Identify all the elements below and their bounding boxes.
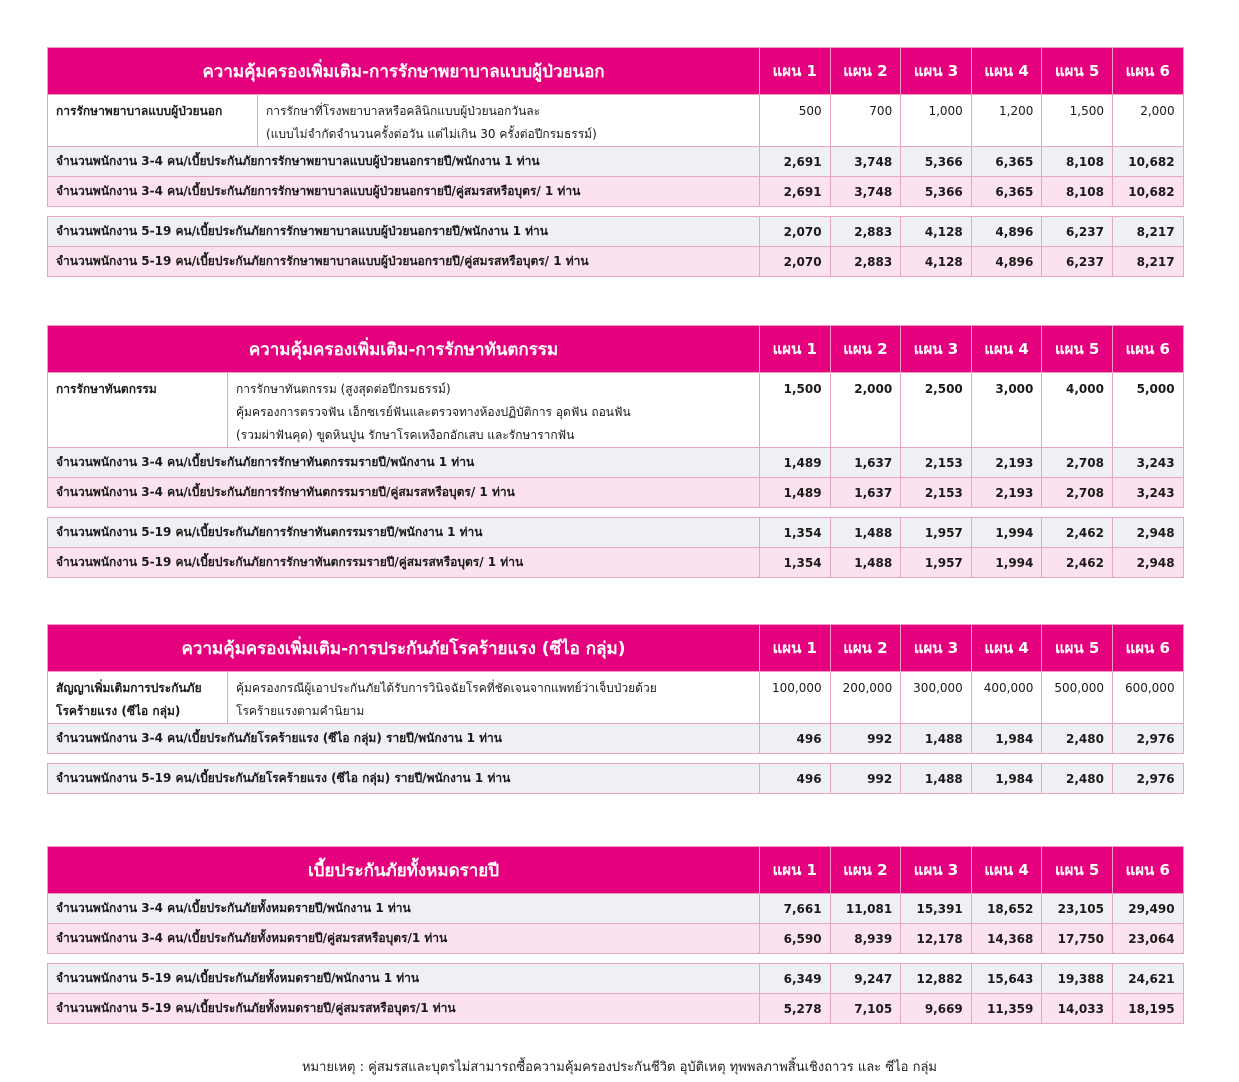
premium-value: 8,939 <box>830 924 901 954</box>
row-label: จำนวนพนักงาน 5-19 คน/เบี้ยประกันภัยทั้งหมดรายปี/พนักงาน 1 ท่าน <box>48 964 760 994</box>
premium-value: 23,105 <box>1042 894 1113 924</box>
premium-value: 17,750 <box>1042 924 1113 954</box>
coverage-amount: 500 <box>760 95 831 147</box>
premium-value: 8,217 <box>1112 217 1183 247</box>
table-row <box>48 894 1184 924</box>
premium-value: 10,682 <box>1112 147 1183 177</box>
row-label: จำนวนพนักงาน 3-4 คน/เบี้ยประกันภัยการรักษาทันตกรรมรายปี/พนักงาน 1 ท่าน <box>48 448 760 478</box>
premium-value: 2,480 <box>1042 764 1113 794</box>
plan-header-3: แผน 3 <box>901 48 972 95</box>
coverage-amount: 200,000 <box>830 672 901 724</box>
row-label: จำนวนพนักงาน 3-4 คน/เบี้ยประกันภัยโรคร้ายแรง (ซีไอ กลุ่ม) รายปี/พนักงาน 1 ท่าน <box>48 724 760 754</box>
table-row <box>48 478 1184 508</box>
table-row <box>48 764 1184 794</box>
premium-value: 6,590 <box>760 924 831 954</box>
row-label: จำนวนพนักงาน 3-4 คน/เบี้ยประกันภัยการรักษาทันตกรรมรายปี/คู่สมรสหรือบุตร/ 1 ท่าน <box>48 478 760 508</box>
group-spacer <box>47 508 1183 517</box>
row-label: จำนวนพนักงาน 5-19 คน/เบี้ยประกันภัยการรักษาพยาบาลแบบผู้ป่วยนอกรายปี/คู่สมรสหรือบุตร/ 1 ท่าน <box>48 247 760 277</box>
coverage-amount: 1,000 <box>901 95 972 147</box>
premium-value: 14,368 <box>971 924 1042 954</box>
premium-value: 2,883 <box>830 217 901 247</box>
premium-value: 1,957 <box>901 518 972 548</box>
row-label: จำนวนพนักงาน 5-19 คน/เบี้ยประกันภัยการรักษาทันตกรรมรายปี/คู่สมรสหรือบุตร/ 1 ท่าน <box>48 548 760 578</box>
premium-value: 18,195 <box>1112 994 1183 1024</box>
group-spacer <box>47 207 1183 216</box>
coverage-description-line: คุ้มครองการตรวจฟัน เอ็กซเรย์ฟันและตรวจทางห้องปฏิบัติการ อุดฟัน ถอนฟัน <box>236 405 631 419</box>
premium-value: 1,488 <box>830 548 901 578</box>
coverage-description-line: โรคร้ายแรงตามคำนิยาม <box>236 704 365 718</box>
premium-value: 1,984 <box>971 764 1042 794</box>
premium-value: 1,488 <box>901 724 972 754</box>
footnote: หมายเหตุ : คู่สมรสและบุตรไม่สามารถซื้อความคุ้มครองประกันชีวิต อุบัติเหตุ ทุพพลภาพสิ้นเชิงถาวร และ ซีไอ กลุ่ม <box>301 1060 937 1075</box>
table-row <box>48 177 1184 207</box>
group-spacer <box>47 754 1183 763</box>
coverage-amount: 2,000 <box>1112 95 1183 147</box>
plan-header-2: แผน 2 <box>830 48 901 95</box>
coverage-description <box>228 373 760 448</box>
group-table <box>47 216 1184 277</box>
premium-value: 1,994 <box>971 548 1042 578</box>
section-2 <box>47 325 1183 578</box>
row-label: จำนวนพนักงาน 3-4 คน/เบี้ยประกันภัยการรักษาพยาบาลแบบผู้ป่วยนอกรายปี/พนักงาน 1 ท่าน <box>48 147 760 177</box>
premium-value: 2,193 <box>971 448 1042 478</box>
premium-value: 6,349 <box>760 964 831 994</box>
coverage-amount: 400,000 <box>971 672 1042 724</box>
plan-header-6: แผน 6 <box>1112 847 1183 894</box>
premium-value: 496 <box>760 764 831 794</box>
premium-value: 992 <box>830 764 901 794</box>
premium-value: 15,391 <box>901 894 972 924</box>
plan-header-6: แผน 6 <box>1112 326 1183 373</box>
premium-value: 7,661 <box>760 894 831 924</box>
premium-value: 29,490 <box>1112 894 1183 924</box>
coverage-label: สัญญาเพิ่มเติมการประกันภัยโรคร้ายแรง (ซีไอ กลุ่ม) <box>48 672 228 724</box>
table-row <box>48 518 1184 548</box>
premium-value: 12,178 <box>901 924 972 954</box>
premium-value: 11,081 <box>830 894 901 924</box>
premium-value: 2,948 <box>1112 548 1183 578</box>
coverage-amount: 2,500 <box>901 373 972 448</box>
premium-value: 1,994 <box>971 518 1042 548</box>
plan-header-3: แผน 3 <box>901 625 972 672</box>
group-table <box>47 763 1184 794</box>
premium-value: 2,976 <box>1112 724 1183 754</box>
premium-value: 2,153 <box>901 478 972 508</box>
premium-value: 1,637 <box>830 478 901 508</box>
premium-value: 2,462 <box>1042 518 1113 548</box>
section-table <box>47 47 1184 207</box>
coverage-amount: 300,000 <box>901 672 972 724</box>
coverage-amount: 3,000 <box>971 373 1042 448</box>
section-table <box>47 846 1184 954</box>
row-label: จำนวนพนักงาน 3-4 คน/เบี้ยประกันภัยทั้งหมดรายปี/คู่สมรสหรือบุตร/1 ท่าน <box>48 924 760 954</box>
premium-value: 2,480 <box>1042 724 1113 754</box>
premium-value: 2,691 <box>760 147 831 177</box>
coverage-description <box>228 672 760 724</box>
plan-header-2: แผน 2 <box>830 847 901 894</box>
premium-value: 1,957 <box>901 548 972 578</box>
premium-value: 992 <box>830 724 901 754</box>
row-label: จำนวนพนักงาน 3-4 คน/เบี้ยประกันภัยการรักษาพยาบาลแบบผู้ป่วยนอกรายปี/คู่สมรสหรือบุตร/ 1 ท่าน <box>48 177 760 207</box>
premium-value: 6,237 <box>1042 247 1113 277</box>
premium-value: 10,682 <box>1112 177 1183 207</box>
premium-value: 1,488 <box>830 518 901 548</box>
plan-header-5: แผน 5 <box>1042 326 1113 373</box>
premium-value: 12,882 <box>901 964 972 994</box>
premium-value: 3,243 <box>1112 448 1183 478</box>
premium-value: 5,278 <box>760 994 831 1024</box>
table-row <box>48 924 1184 954</box>
row-label: จำนวนพนักงาน 3-4 คน/เบี้ยประกันภัยทั้งหมดรายปี/พนักงาน 1 ท่าน <box>48 894 760 924</box>
premium-value: 2,153 <box>901 448 972 478</box>
coverage-amount: 100,000 <box>760 672 831 724</box>
group-table <box>47 517 1184 578</box>
coverage-description-line: การรักษาที่โรงพยาบาลหรือคลินิกแบบผู้ป่วยนอกวันละ <box>266 104 541 118</box>
premium-value: 1,488 <box>901 764 972 794</box>
coverage-amount: 4,000 <box>1042 373 1113 448</box>
table-row <box>48 217 1184 247</box>
section-table <box>47 325 1184 508</box>
premium-value: 1,354 <box>760 518 831 548</box>
premium-value: 3,748 <box>830 177 901 207</box>
coverage-amount: 2,000 <box>830 373 901 448</box>
premium-value: 2,193 <box>971 478 1042 508</box>
premium-value: 1,354 <box>760 548 831 578</box>
premium-value: 4,896 <box>971 217 1042 247</box>
section-title: ความคุ้มครองเพิ่มเติม-การรักษาทันตกรรม <box>48 326 760 373</box>
section-title: ความคุ้มครองเพิ่มเติม-การรักษาพยาบาลแบบผู้ป่วยนอก <box>48 48 760 95</box>
plan-header-6: แผน 6 <box>1112 48 1183 95</box>
premium-value: 4,896 <box>971 247 1042 277</box>
plan-header-5: แผน 5 <box>1042 48 1113 95</box>
coverage-amount: 1,200 <box>971 95 1042 147</box>
section-4 <box>47 846 1183 1024</box>
premium-value: 1,637 <box>830 448 901 478</box>
premium-value: 23,064 <box>1112 924 1183 954</box>
table-row <box>48 448 1184 478</box>
premium-value: 2,070 <box>760 247 831 277</box>
section-1 <box>47 47 1183 277</box>
group-spacer <box>47 954 1183 963</box>
premium-value: 2,462 <box>1042 548 1113 578</box>
premium-value: 8,108 <box>1042 177 1113 207</box>
premium-value: 3,748 <box>830 147 901 177</box>
premium-value: 4,128 <box>901 217 972 247</box>
group-table <box>47 963 1184 1024</box>
premium-value: 18,652 <box>971 894 1042 924</box>
table-row <box>48 548 1184 578</box>
plan-header-3: แผน 3 <box>901 847 972 894</box>
plan-header-2: แผน 2 <box>830 326 901 373</box>
premium-value: 2,691 <box>760 177 831 207</box>
coverage-description-line: การรักษาทันตกรรม (สูงสุดต่อปีกรมธรรม์) <box>236 382 451 396</box>
premium-value: 9,247 <box>830 964 901 994</box>
plan-header-5: แผน 5 <box>1042 625 1113 672</box>
table-row <box>48 724 1184 754</box>
premium-value: 5,366 <box>901 147 972 177</box>
plan-header-2: แผน 2 <box>830 625 901 672</box>
plan-header-1: แผน 1 <box>760 625 831 672</box>
plan-header-4: แผน 4 <box>971 625 1042 672</box>
premium-value: 4,128 <box>901 247 972 277</box>
premium-value: 2,883 <box>830 247 901 277</box>
premium-value: 24,621 <box>1112 964 1183 994</box>
table-row <box>48 964 1184 994</box>
premium-value: 2,708 <box>1042 448 1113 478</box>
premium-value: 1,489 <box>760 478 831 508</box>
premium-value: 1,489 <box>760 448 831 478</box>
row-label: จำนวนพนักงาน 5-19 คน/เบี้ยประกันภัยโรคร้ายแรง (ซีไอ กลุ่ม) รายปี/พนักงาน 1 ท่าน <box>48 764 760 794</box>
coverage-amount: 500,000 <box>1042 672 1113 724</box>
premium-value: 2,976 <box>1112 764 1183 794</box>
section-title: เบี้ยประกันภัยทั้งหมดรายปี <box>48 847 760 894</box>
premium-value: 9,669 <box>901 994 972 1024</box>
table-row <box>48 247 1184 277</box>
premium-value: 1,984 <box>971 724 1042 754</box>
row-label: จำนวนพนักงาน 5-19 คน/เบี้ยประกันภัยการรักษาทันตกรรมรายปี/พนักงาน 1 ท่าน <box>48 518 760 548</box>
premium-value: 8,108 <box>1042 147 1113 177</box>
plan-header-4: แผน 4 <box>971 326 1042 373</box>
premium-value: 5,366 <box>901 177 972 207</box>
plan-header-4: แผน 4 <box>971 48 1042 95</box>
premium-value: 2,708 <box>1042 478 1113 508</box>
plan-header-1: แผน 1 <box>760 48 831 95</box>
premium-value: 6,365 <box>971 177 1042 207</box>
coverage-amount: 1,500 <box>1042 95 1113 147</box>
coverage-amount: 5,000 <box>1112 373 1183 448</box>
premium-value: 19,388 <box>1042 964 1113 994</box>
coverage-label: การรักษาพยาบาลแบบผู้ป่วยนอก <box>48 95 258 147</box>
plan-header-5: แผน 5 <box>1042 847 1113 894</box>
premium-value: 6,365 <box>971 147 1042 177</box>
premium-value: 496 <box>760 724 831 754</box>
coverage-description-line: (รวมผ่าฟันคุด) ขูดหินปูน รักษาโรคเหงือกอักเสบ และรักษารากฟัน <box>236 428 575 442</box>
coverage-label: การรักษาทันตกรรม <box>48 373 228 448</box>
section-title: ความคุ้มครองเพิ่มเติม-การประกันภัยโรคร้ายแรง (ซีไอ กลุ่ม) <box>48 625 760 672</box>
coverage-description-line: (แบบไม่จำกัดจำนวนครั้งต่อวัน แต่ไม่เกิน 30 ครั้งต่อปีกรมธรรม์) <box>266 127 597 141</box>
plan-header-4: แผน 4 <box>971 847 1042 894</box>
coverage-amount: 700 <box>830 95 901 147</box>
premium-value: 15,643 <box>971 964 1042 994</box>
plan-header-1: แผน 1 <box>760 326 831 373</box>
premium-value: 8,217 <box>1112 247 1183 277</box>
table-row <box>48 994 1184 1024</box>
table-row <box>48 147 1184 177</box>
plan-header-6: แผน 6 <box>1112 625 1183 672</box>
premium-value: 2,070 <box>760 217 831 247</box>
coverage-description-line: คุ้มครองกรณีผู้เอาประกันภัยได้รับการวินิจฉัยโรคที่ชัดเจนจากแพทย์ว่าเจ็บป่วยด้วย <box>236 681 657 695</box>
premium-value: 6,237 <box>1042 217 1113 247</box>
row-label: จำนวนพนักงาน 5-19 คน/เบี้ยประกันภัยทั้งหมดรายปี/คู่สมรสหรือบุตร/1 ท่าน <box>48 994 760 1024</box>
coverage-amount: 600,000 <box>1112 672 1183 724</box>
premium-value: 11,359 <box>971 994 1042 1024</box>
row-label: จำนวนพนักงาน 5-19 คน/เบี้ยประกันภัยการรักษาพยาบาลแบบผู้ป่วยนอกรายปี/พนักงาน 1 ท่าน <box>48 217 760 247</box>
premium-value: 2,948 <box>1112 518 1183 548</box>
plan-header-1: แผน 1 <box>760 847 831 894</box>
premium-value: 3,243 <box>1112 478 1183 508</box>
section-table <box>47 624 1184 754</box>
plan-header-3: แผน 3 <box>901 326 972 373</box>
premium-value: 7,105 <box>830 994 901 1024</box>
coverage-description <box>258 95 760 147</box>
section-3 <box>47 624 1183 794</box>
coverage-amount: 1,500 <box>760 373 831 448</box>
premium-value: 14,033 <box>1042 994 1113 1024</box>
